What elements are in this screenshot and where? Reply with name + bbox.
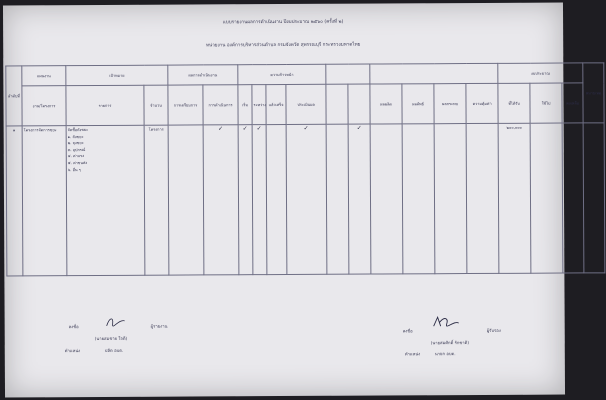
row-r4 bbox=[466, 123, 499, 273]
detail-line: ๖. อื่น ๆ bbox=[67, 166, 81, 172]
col-amount: จำนวน bbox=[144, 85, 168, 125]
col-progress-extra bbox=[326, 64, 370, 84]
col-r2: ผลลัพธ์ bbox=[402, 84, 434, 124]
col-c4: ประเมินผล bbox=[286, 84, 326, 124]
col-c1: เริ่ม bbox=[238, 85, 252, 125]
document-title: แบบรายงานผลการดำเนินงาน ปีงบประมาณ ๒๕๖๐ (ครั้งที่ ๒) bbox=[222, 19, 344, 26]
detail-line: ๕. ค่าขนส่ง bbox=[67, 159, 88, 166]
col-c2: ระหว่าง bbox=[252, 85, 266, 125]
row-detail bbox=[66, 125, 145, 275]
row-r2 bbox=[402, 124, 435, 274]
row-b3 bbox=[562, 123, 584, 273]
right-sign-label: ลงชื่อ bbox=[402, 328, 413, 334]
col-b2: ใช้ไป bbox=[530, 83, 562, 123]
detail-line: ๔. ค่าแรง bbox=[67, 153, 85, 159]
row-order: ๑ bbox=[6, 126, 23, 276]
row-project: โครงการจัดการขยะ bbox=[22, 126, 67, 276]
left-sign-name: (นายสมชาย ใจดี) bbox=[94, 335, 128, 341]
left-sign-role: ผู้รายงาน bbox=[150, 323, 168, 329]
check-mark: ✓ bbox=[252, 125, 267, 275]
col-plan: แผนงาน bbox=[22, 66, 66, 86]
row-note bbox=[583, 123, 605, 273]
right-sign-role: ผู้รับรอง bbox=[486, 327, 501, 333]
detail-line: จัดซื้อถังขยะ bbox=[67, 127, 89, 133]
row-r1 bbox=[370, 124, 403, 274]
table-row bbox=[6, 123, 605, 276]
col-x2 bbox=[348, 84, 370, 124]
col-b3: คงเหลือ bbox=[562, 83, 583, 123]
check-mark: ✓ bbox=[238, 125, 253, 275]
col-progress: ความก้าวหน้า bbox=[238, 64, 326, 84]
header-row-sub bbox=[6, 83, 604, 126]
col-order: ลำดับที่ bbox=[6, 66, 22, 126]
row-p1 bbox=[168, 125, 204, 275]
col-target: เป้าหมาย bbox=[66, 65, 168, 86]
left-signature-icon bbox=[105, 315, 127, 329]
col-r3: ผลกระทบ bbox=[434, 84, 466, 124]
document-sheet bbox=[3, 3, 602, 398]
agency-line: หน่วยงาน องค์การบริหารส่วนตำบล กรมจังหวัด สุพรรณบุรี กระทรวงมหาดไทย bbox=[206, 42, 361, 49]
row-c3 bbox=[266, 124, 287, 274]
row-budget-received: ๒๐๐,๐๐๐ bbox=[498, 123, 531, 273]
col-project: งาน/โครงการ bbox=[22, 86, 66, 126]
col-x1 bbox=[326, 84, 348, 124]
left-sign-label: ลงชื่อ bbox=[68, 324, 79, 330]
col-c3: แล้วเสร็จ bbox=[266, 84, 286, 124]
row-b2 bbox=[530, 123, 563, 273]
report-table bbox=[5, 62, 605, 276]
col-result: ผลการดำเนินงาน bbox=[168, 65, 238, 85]
right-position-label: ตำแหน่ง bbox=[404, 351, 421, 357]
right-sign-name: (นายสมศักดิ์ รักชาติ) bbox=[430, 340, 469, 346]
col-budget: งบประมาณ bbox=[498, 63, 583, 83]
left-position: ปลัด อบต. bbox=[104, 347, 124, 353]
check-mark: ✓ bbox=[203, 125, 239, 275]
detail-line: ๒. ถุงขยะ bbox=[67, 140, 84, 146]
check-mark: ✓ bbox=[286, 124, 327, 274]
col-b1: ที่ได้รับ bbox=[498, 83, 530, 123]
row-x1 bbox=[326, 124, 349, 274]
right-signature-icon bbox=[431, 314, 461, 330]
detail-line: ๓. อุปกรณ์ bbox=[67, 146, 86, 152]
col-p2: การดำเนินการ bbox=[203, 85, 238, 125]
col-detail: รายการ bbox=[66, 85, 144, 125]
row-amount: โครงการ bbox=[144, 125, 169, 275]
row-r3 bbox=[434, 124, 467, 274]
left-position-label: ตำแหน่ง bbox=[64, 348, 81, 354]
check-mark: ✓ bbox=[348, 124, 371, 274]
col-note: หมายเหตุ bbox=[583, 63, 604, 123]
col-r4: ความคุ้มค่า bbox=[466, 83, 498, 123]
right-position: นายก อบต. bbox=[434, 351, 456, 357]
col-p1: การเตรียมการ bbox=[168, 85, 203, 125]
col-r1: ผลผลิต bbox=[370, 84, 402, 124]
col-outcome bbox=[370, 63, 498, 84]
detail-line: ๑. ถังขยะ bbox=[67, 133, 84, 139]
